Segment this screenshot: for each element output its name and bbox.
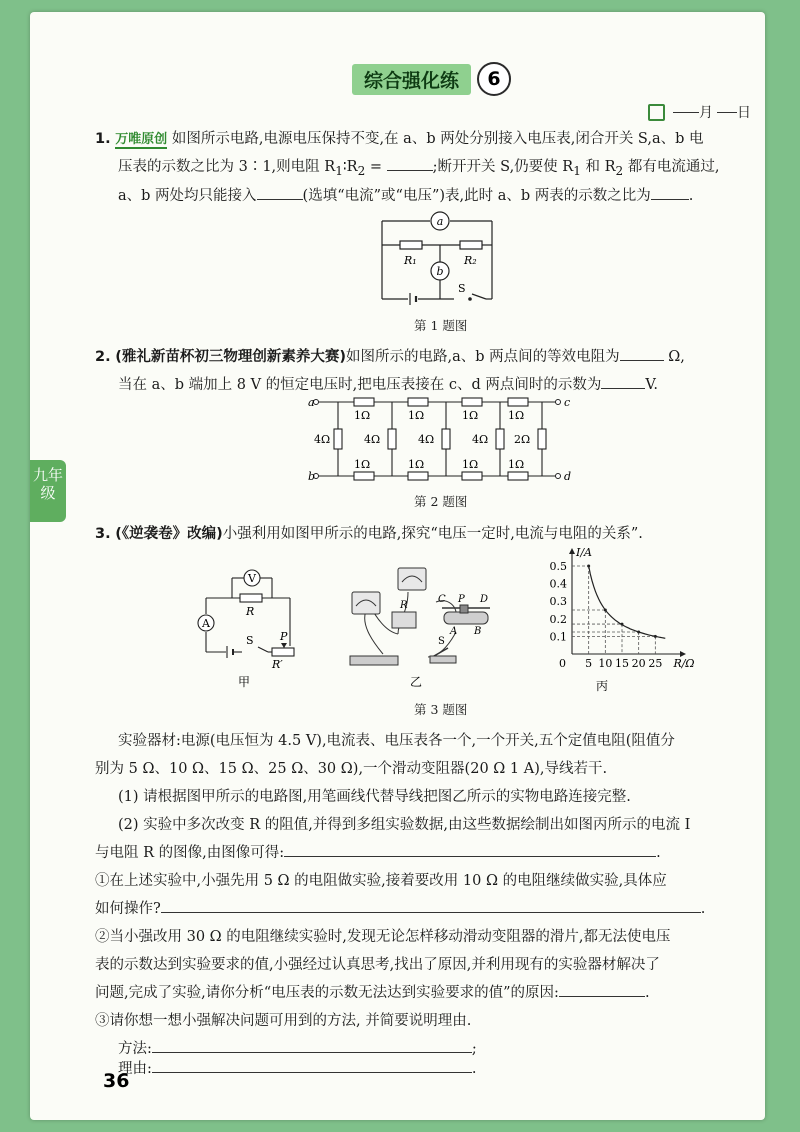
q1-label-b: b bbox=[436, 265, 444, 278]
q3-yi-rheostat-coil bbox=[444, 612, 488, 624]
y-tick-label-4: 0.1 bbox=[549, 630, 567, 644]
q3-text1b: 小强利用如图甲所示的电路,探究“电压一定时,电流与电阻的关系”. bbox=[222, 526, 643, 542]
page-number: 36 bbox=[103, 1070, 130, 1092]
q2-vert-resistor-1 bbox=[334, 429, 342, 449]
q2-vert-label-1: 4Ω bbox=[314, 433, 331, 446]
q3-jia-label-v: V bbox=[248, 572, 256, 585]
q3-yi-resistor-block bbox=[392, 612, 416, 628]
x-tick-label-3: 20 bbox=[631, 657, 646, 670]
q3-yi-battery bbox=[350, 656, 398, 665]
q2-top-label-4: 1Ω bbox=[508, 409, 525, 422]
x-tick-label-2: 15 bbox=[615, 657, 629, 670]
q1-text2f: 都有电流通过, bbox=[623, 159, 720, 175]
q3-number: 3. bbox=[95, 526, 111, 542]
y-axis-label: I/A bbox=[576, 546, 592, 559]
data-point-3 bbox=[637, 631, 640, 634]
q2-bottom-label-2: 1Ω bbox=[408, 458, 425, 471]
q2-label-b: b bbox=[308, 470, 316, 483]
q1-text2d: ;断开开关 S,仍要使 R bbox=[432, 159, 574, 175]
q1-label-r2: R₂ bbox=[464, 254, 477, 267]
q2-text2b: V. bbox=[645, 377, 658, 393]
q2-top-resistor-4 bbox=[508, 398, 528, 406]
q1-sub1: 1 bbox=[335, 163, 343, 178]
q1-number: 1. bbox=[95, 131, 111, 147]
chart-title: 丙 bbox=[595, 679, 609, 693]
q3-blank-conclusion[interactable] bbox=[284, 856, 656, 857]
q3-jia-label-r: R bbox=[246, 605, 255, 618]
q3-yi-voltmeter bbox=[398, 568, 426, 590]
q2-caption: 第 2 题图 bbox=[414, 494, 468, 509]
y-tick-label-1: 0.4 bbox=[549, 577, 567, 591]
q3-method-line bbox=[118, 1037, 477, 1058]
q1-blank2[interactable] bbox=[257, 199, 303, 200]
q1-label-a: a bbox=[436, 215, 444, 228]
q2-node-d bbox=[556, 474, 561, 479]
q2-label-c: c bbox=[564, 396, 571, 409]
q1-tag: 万唯原创 bbox=[115, 132, 168, 147]
q2-vert-resistor-4 bbox=[496, 429, 504, 449]
x-axis-label: R/Ω bbox=[673, 657, 695, 670]
q3-yi-label-c: C bbox=[438, 594, 446, 605]
q1-switch-dot bbox=[468, 297, 472, 301]
q1-line3 bbox=[118, 184, 693, 205]
q3-jia-fig-label: 甲 bbox=[238, 675, 251, 689]
q1-resistor-r1 bbox=[400, 241, 422, 249]
q3-yi-switch-blade bbox=[434, 648, 448, 656]
q3-part1: (1) 请根据图甲所示的电路图,用笔画线代替导线把图乙所示的实物电路连接完整. bbox=[118, 789, 631, 805]
date-field bbox=[648, 102, 751, 122]
q3-yi-label-b: B bbox=[474, 626, 482, 637]
q3-source: (《逆袭卷》改编) bbox=[115, 526, 223, 542]
q3-c1b-text: 如何操作? bbox=[95, 901, 161, 917]
q3-fig-yi bbox=[338, 562, 498, 692]
data-point-4 bbox=[654, 635, 657, 638]
q1-text3a: a、b 两处均只能接入 bbox=[118, 188, 257, 204]
q3-c1b-end: . bbox=[700, 901, 706, 917]
y-tick-label-0: 0.5 bbox=[549, 560, 567, 573]
q2-line2 bbox=[118, 373, 658, 394]
q3-part2b bbox=[95, 841, 661, 862]
month-blank[interactable] bbox=[673, 112, 699, 113]
q2-bottom-resistor-2 bbox=[408, 472, 428, 480]
q3-line1 bbox=[95, 522, 643, 543]
q3-fig-jia bbox=[192, 568, 302, 690]
q3-c2b: 表的示数达到实验要求的值,小强经过认真思考,找出了原因,并利用现有的实验器材解决了 bbox=[95, 957, 660, 973]
q1-blank1[interactable] bbox=[387, 170, 433, 171]
q2-bottom-resistor-4 bbox=[508, 472, 528, 480]
q2-bottom-label-3: 1Ω bbox=[462, 458, 479, 471]
q2-label-a: a bbox=[308, 396, 315, 409]
q2-blank1[interactable] bbox=[620, 360, 664, 361]
q2-top-label-3: 1Ω bbox=[462, 409, 479, 422]
q3-blank-reason[interactable] bbox=[152, 1072, 472, 1073]
y-tick-label-2: 0.3 bbox=[549, 595, 567, 609]
y-axis-arrow bbox=[569, 548, 575, 554]
q2-number: 2. bbox=[95, 349, 111, 365]
data-point-2 bbox=[621, 623, 624, 626]
q1-blank3[interactable] bbox=[651, 199, 689, 200]
q1-line1 bbox=[95, 127, 703, 148]
day-label: 日 bbox=[737, 105, 751, 121]
q3-c1b bbox=[95, 897, 705, 918]
x-tick-label-0: 5 bbox=[585, 657, 593, 670]
origin-label: 0 bbox=[559, 657, 566, 670]
q3-reason-end: . bbox=[471, 1061, 477, 1077]
q2-top-label-1: 1Ω bbox=[354, 409, 371, 422]
q2-label-d: d bbox=[564, 470, 572, 483]
q3-jia-rheostat bbox=[272, 648, 294, 656]
q3-yi-ammeter bbox=[352, 592, 380, 614]
q3-yi-label-a: A bbox=[450, 626, 458, 637]
q3-jia-label-s: S bbox=[246, 634, 254, 647]
q1-text2c: = bbox=[365, 159, 383, 175]
q3-c1a: ①在上述实验中,小强先用 5 Ω 的电阻做实验,接着要改用 10 Ω 的电阻继续做实验,具体应 bbox=[95, 873, 667, 889]
q3-yi-label-s: S bbox=[438, 636, 445, 647]
q3-reason-label: 理由: bbox=[118, 1061, 152, 1077]
q2-line1 bbox=[95, 345, 685, 366]
q2-vert-resistor-2 bbox=[388, 429, 396, 449]
q3-method-label: 方法: bbox=[118, 1041, 152, 1057]
q3-reason-line bbox=[118, 1057, 477, 1078]
q3-part2b-end: . bbox=[656, 845, 661, 861]
section-title bbox=[352, 63, 511, 95]
q3-fig-bing-chart bbox=[532, 546, 695, 696]
q1-resistor-r2 bbox=[460, 241, 482, 249]
q3-yi-fig-label: 乙 bbox=[410, 675, 423, 689]
q3-jia-resistor-r bbox=[240, 594, 262, 602]
q1-text3c: . bbox=[688, 188, 694, 204]
title-number: 6 bbox=[477, 62, 511, 96]
q2-source: (雅礼新苗杯初三物理创新素养大赛) bbox=[115, 349, 346, 365]
q1-text3b: (选填“电流”或“电压”)表,此时 a、b 两表的示数之比为 bbox=[302, 188, 651, 204]
y-tick-label-3: 0.2 bbox=[549, 612, 567, 626]
q3-jia-label-a: A bbox=[202, 617, 210, 630]
q3-part2a: (2) 实验中多次改变 R 的阻值,并得到多组实验数据,由这些数据绘制出如图丙所示的电流 I bbox=[118, 817, 691, 833]
q2-vert-label-2: 4Ω bbox=[364, 433, 381, 446]
q1-text1: 如图所示电路,电源电压保持不变,在 a、b 两处分别接入电压表,闭合开关 S,a、b 电 bbox=[171, 131, 704, 147]
title-label: 综合强化练 bbox=[352, 64, 471, 95]
q2-vert-label-4: 4Ω bbox=[472, 433, 489, 446]
q1-text2a: 压表的示数之比为 3∶1,则电阻 R bbox=[118, 159, 336, 175]
q2-top-label-2: 1Ω bbox=[408, 409, 425, 422]
q3-yi-label-r: R bbox=[400, 600, 408, 611]
q1-label-s: S bbox=[458, 282, 466, 295]
curve-line bbox=[589, 566, 666, 638]
q1-sub2: 2 bbox=[357, 163, 366, 178]
x-tick-label-1: 10 bbox=[598, 657, 613, 670]
q3-jia-label-p: P bbox=[280, 630, 288, 643]
q3-method-end: ; bbox=[471, 1041, 477, 1057]
q2-top-resistor-1 bbox=[354, 398, 374, 406]
q3-jia-slider-arrow bbox=[281, 643, 287, 648]
q3-materials-2: 别为 5 Ω、10 Ω、15 Ω、25 Ω、30 Ω),一个滑动变阻器(20 Ω 1 A),导线若干. bbox=[95, 761, 608, 777]
q3-yi-switch-base bbox=[430, 656, 456, 663]
x-tick-label-4: 25 bbox=[648, 657, 663, 670]
q2-bottom-label-1: 1Ω bbox=[354, 458, 371, 471]
data-point-0 bbox=[587, 565, 590, 568]
calendar-icon bbox=[648, 104, 665, 121]
q3-c2c-text: 问题,完成了实验,请你分析“电压表的示数无法达到实验要求的值”的原因: bbox=[95, 985, 559, 1001]
q3-yi-label-d: D bbox=[480, 594, 489, 605]
q2-vert-resistor-5 bbox=[538, 429, 546, 449]
q1-text2e: 和 R bbox=[580, 159, 616, 175]
q2-top-resistor-2 bbox=[408, 398, 428, 406]
q2-text1b: 如图所示的电路,a、b 两点间的等效电阻为 bbox=[345, 349, 620, 365]
q3-part2b-text: 与电阻 R 的图像,由图像可得: bbox=[95, 845, 285, 861]
q2-bottom-resistor-3 bbox=[462, 472, 482, 480]
q3-materials-1: 实验器材:电源(电压恒为 4.5 V),电流表、电压表各一个,一个开关,五个定值电阻(阻值分 bbox=[118, 733, 675, 749]
q1-sub2b: 2 bbox=[615, 163, 624, 178]
q1-sub1b: 1 bbox=[573, 163, 581, 178]
day-blank[interactable] bbox=[717, 112, 737, 113]
q3-blank-cause[interactable] bbox=[559, 996, 645, 997]
q1-line2 bbox=[118, 155, 719, 178]
q2-vert-label-5: 2Ω bbox=[514, 433, 531, 446]
q3-jia-label-rp: R′ bbox=[272, 658, 283, 671]
q1-caption: 第 1 题图 bbox=[414, 318, 468, 333]
q2-top-resistor-3 bbox=[462, 398, 482, 406]
q3-caption: 第 3 题图 bbox=[414, 702, 468, 717]
q3-c2c bbox=[95, 981, 650, 1002]
grade-side-tab: 九年级 bbox=[30, 460, 66, 522]
q2-text2a: 当在 a、b 端加上 8 V 的恒定电压时,把电压表接在 c、d 两点间时的示数为 bbox=[118, 377, 602, 393]
q1-circuit-figure bbox=[372, 204, 502, 310]
q2-blank2[interactable] bbox=[601, 388, 645, 389]
q3-yi-slider bbox=[460, 605, 468, 613]
q3-blank-method[interactable] bbox=[152, 1052, 472, 1053]
data-point-1 bbox=[604, 609, 607, 612]
q2-bottom-label-4: 1Ω bbox=[508, 458, 525, 471]
q2-bottom-resistor-1 bbox=[354, 472, 374, 480]
q2-ladder-network bbox=[308, 394, 580, 486]
q3-c3: ③请你想一想小强解决问题可用到的方法, 并简要说明理由. bbox=[95, 1013, 472, 1029]
q2-node-c bbox=[556, 400, 561, 405]
q2-vert-label-3: 4Ω bbox=[418, 433, 435, 446]
q3-blank-operation[interactable] bbox=[161, 912, 701, 913]
q2-text1c: Ω, bbox=[668, 349, 685, 365]
q3-c2a: ②当小强改用 30 Ω 的电阻继续实验时,发现无论怎样移动滑动变阻器的滑片,都无法使电压 bbox=[95, 929, 671, 945]
q3-c2c-end: . bbox=[644, 985, 650, 1001]
q1-label-r1: R₁ bbox=[404, 254, 417, 267]
month-label: 月 bbox=[699, 105, 713, 121]
q1-text2b: ∶R bbox=[342, 159, 358, 175]
q3-yi-label-p: P bbox=[458, 594, 465, 605]
q2-vert-resistor-3 bbox=[442, 429, 450, 449]
